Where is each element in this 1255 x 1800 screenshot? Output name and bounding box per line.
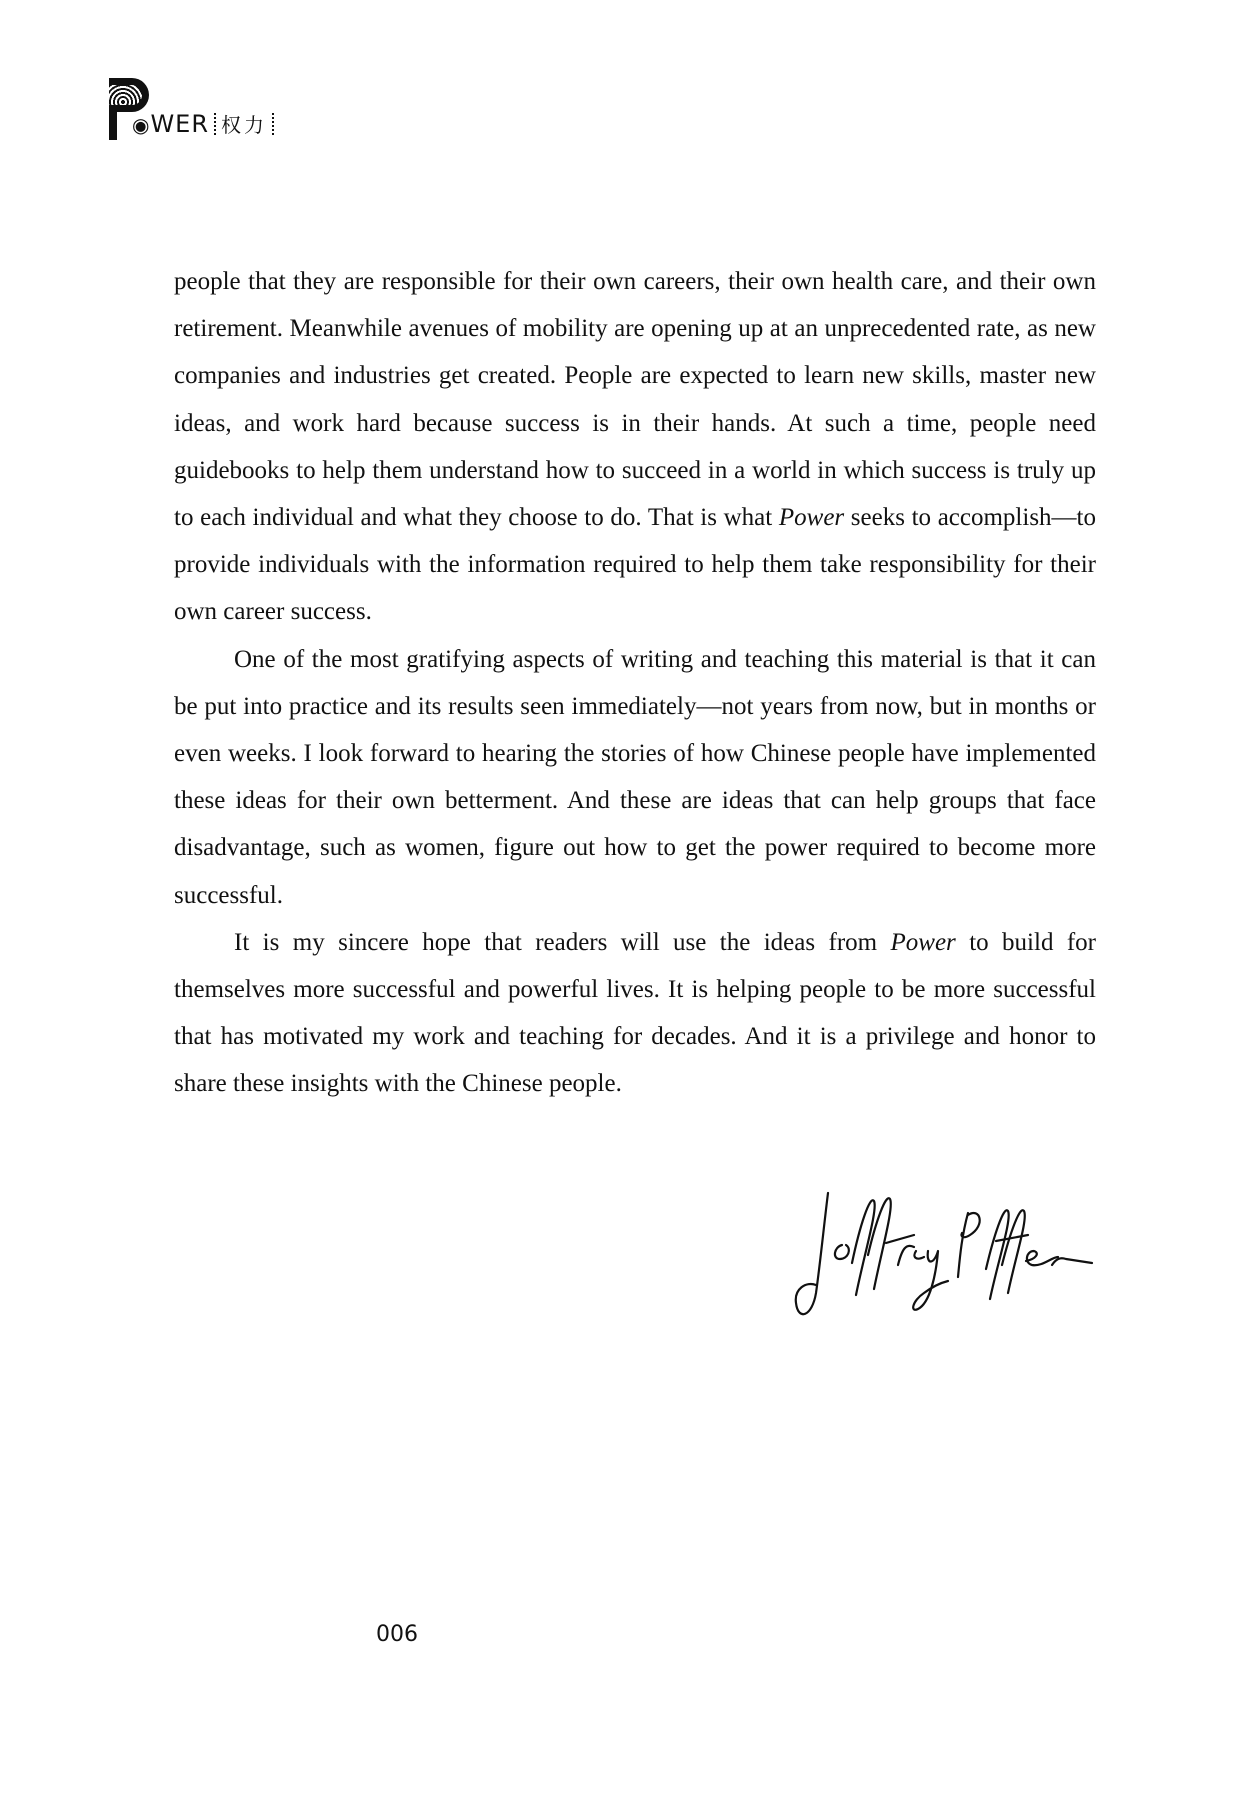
logo-letter-p-bowl	[109, 78, 149, 112]
header-separator-end	[272, 113, 274, 135]
paragraph-3	[174, 919, 1096, 1108]
paragraph-1-part-a: people that they are responsible for their own careers, their own health care, and their own retirement. Meanwhile avenues of mobility are opening up at an unprecedented rate, as new companies and industries get created. People are expected to learn new skills, master new ideas, and work hard because success is in their hands. At such a time, people need guidebooks to help them understand how to succeed in a world in which success is truly up to each individual and what they choose to do. That is what	[174, 268, 1096, 532]
paragraph-3-part-b: to build for themselves more successful and powerful lives. It is helping people to be more successful that has motivated my work and teaching for decades. And it is a privilege and honor to share these insights with the Chinese people.	[174, 928, 1096, 1098]
header-title-latin: WER	[150, 110, 210, 138]
running-header	[106, 70, 279, 140]
book-title-italic: Power	[890, 928, 956, 956]
globe-icon: ◉	[132, 113, 151, 137]
header-separator	[214, 113, 216, 135]
header-title-chinese: 权力	[221, 113, 268, 137]
signature-drawing	[790, 1185, 1100, 1335]
paragraph-2: One of the most gratifying aspects of writing and teaching this material is that it can be put into practice and its results seen immediately—not years from now, but in months or even weeks. I look forward to hearing the stories of how Chinese people have implemented these ideas for their own betterment. And these are ideas that can help groups that face disadvantage, such as women, figure out how to get the power required to become more successful.	[174, 645, 1096, 909]
book-logo	[106, 76, 158, 140]
book-title-italic: Power	[778, 504, 845, 532]
main-text	[174, 258, 1096, 1108]
paragraph-1-part-b: seeks to accomplish—to provide individuals with the information required to help them take responsibility for their own career success.	[174, 504, 1096, 626]
paragraph-1	[174, 258, 1096, 636]
page-number: 006	[376, 1622, 418, 1647]
paragraph-3-part-a: It is my sincere hope that readers will use the ideas from	[234, 928, 891, 956]
author-signature	[790, 1185, 1100, 1335]
